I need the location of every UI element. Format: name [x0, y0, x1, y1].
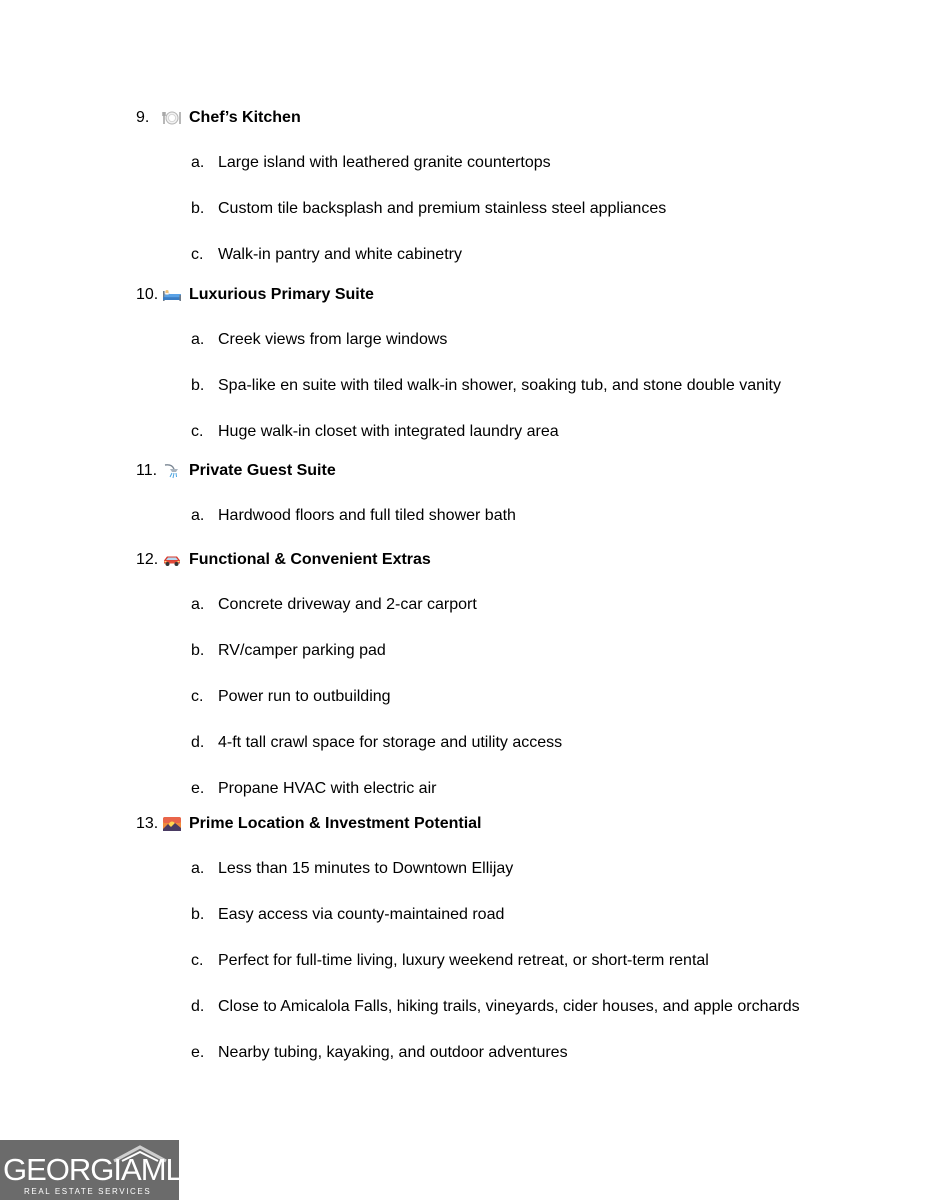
item-letter: b. — [191, 906, 205, 923]
list-item — [136, 329, 838, 351]
section-guest-suite — [136, 461, 838, 527]
list-item — [136, 686, 838, 708]
item-letter: c. — [191, 246, 204, 263]
section-heading — [136, 461, 838, 481]
item-letter: e. — [191, 780, 205, 797]
item-text: Huge walk-in closet with integrated laundry area — [218, 423, 559, 440]
georgia-mls-logo — [0, 1140, 202, 1200]
item-letter: a. — [191, 507, 205, 524]
logo-wordmark: GEORGIAMLS — [3, 1152, 202, 1187]
list-item — [136, 1042, 838, 1064]
section-primary-suite — [136, 285, 838, 443]
section-number: 9. — [136, 109, 150, 126]
item-letter: d. — [191, 998, 205, 1015]
item-list — [136, 594, 838, 800]
car-icon — [162, 552, 182, 568]
item-letter: c. — [191, 423, 204, 440]
item-letter: a. — [191, 154, 205, 171]
section-heading — [136, 550, 838, 570]
item-text: RV/camper parking pad — [218, 642, 386, 659]
item-list — [136, 329, 838, 443]
list-item — [136, 594, 838, 616]
item-letter: a. — [191, 596, 205, 613]
item-letter: b. — [191, 200, 205, 217]
section-number: 10. — [136, 286, 159, 303]
section-number: 12. — [136, 551, 159, 568]
list-item — [136, 996, 838, 1018]
item-letter: b. — [191, 642, 205, 659]
item-letter: d. — [191, 734, 205, 751]
section-heading — [136, 285, 838, 305]
item-letter: c. — [191, 952, 204, 969]
list-item — [136, 505, 838, 527]
item-letter: a. — [191, 331, 205, 348]
sunset-icon — [162, 816, 182, 832]
item-letter: c. — [191, 688, 204, 705]
item-text: Concrete driveway and 2-car carport — [218, 596, 477, 613]
item-list — [136, 152, 838, 266]
section-heading — [136, 814, 838, 834]
list-item — [136, 858, 838, 880]
item-text: Creek views from large windows — [218, 331, 448, 348]
list-item — [136, 904, 838, 926]
list-item — [136, 244, 838, 266]
list-item — [136, 198, 838, 220]
section-number: 11. — [136, 462, 158, 479]
section-title: Luxurious Primary Suite — [189, 286, 374, 303]
section-number: 13. — [136, 815, 159, 832]
item-list — [136, 505, 838, 527]
item-text: Large island with leathered granite countertops — [218, 154, 551, 171]
list-item — [136, 152, 838, 174]
section-title: Private Guest Suite — [189, 462, 336, 479]
item-text: Close to Amicalola Falls, hiking trails, vineyards, cider houses, and apple orchards — [218, 998, 800, 1015]
item-list — [136, 858, 838, 1064]
item-text: Custom tile backsplash and premium stainless steel appliances — [218, 200, 667, 217]
item-letter: b. — [191, 377, 205, 394]
item-letter: e. — [191, 1044, 205, 1061]
section-title: Prime Location & Investment Potential — [189, 815, 482, 832]
logo-subtitle: REAL ESTATE SERVICES — [24, 1187, 152, 1196]
item-text: Spa-like en suite with tiled walk-in shower, soaking tub, and stone double vanity — [218, 377, 781, 394]
bed-icon — [162, 287, 182, 303]
item-text: Hardwood floors and full tiled shower bath — [218, 507, 516, 524]
list-item — [136, 732, 838, 754]
list-item — [136, 778, 838, 800]
section-title: Chef’s Kitchen — [189, 109, 301, 126]
list-item — [136, 640, 838, 662]
section-chefs-kitchen — [136, 108, 838, 266]
item-text: Power run to outbuilding — [218, 688, 391, 705]
section-location — [136, 814, 838, 1064]
item-text: Propane HVAC with electric air — [218, 780, 437, 797]
section-title: Functional & Convenient Extras — [189, 551, 431, 568]
item-text: Perfect for full-time living, luxury weekend retreat, or short-term rental — [218, 952, 709, 969]
item-text: Nearby tubing, kayaking, and outdoor adventures — [218, 1044, 568, 1061]
item-text: 4-ft tall crawl space for storage and utility access — [218, 734, 563, 751]
section-heading — [136, 108, 838, 128]
item-text: Walk-in pantry and white cabinetry — [218, 246, 462, 263]
section-extras — [136, 550, 838, 800]
shower-icon — [162, 463, 182, 479]
item-text: Less than 15 minutes to Downtown Ellijay — [218, 860, 514, 877]
item-letter: a. — [191, 860, 205, 877]
list-item — [136, 421, 838, 443]
list-item — [136, 950, 838, 972]
list-item — [136, 375, 838, 397]
plate-cutlery-icon — [162, 110, 182, 126]
item-text: Easy access via county-maintained road — [218, 906, 505, 923]
